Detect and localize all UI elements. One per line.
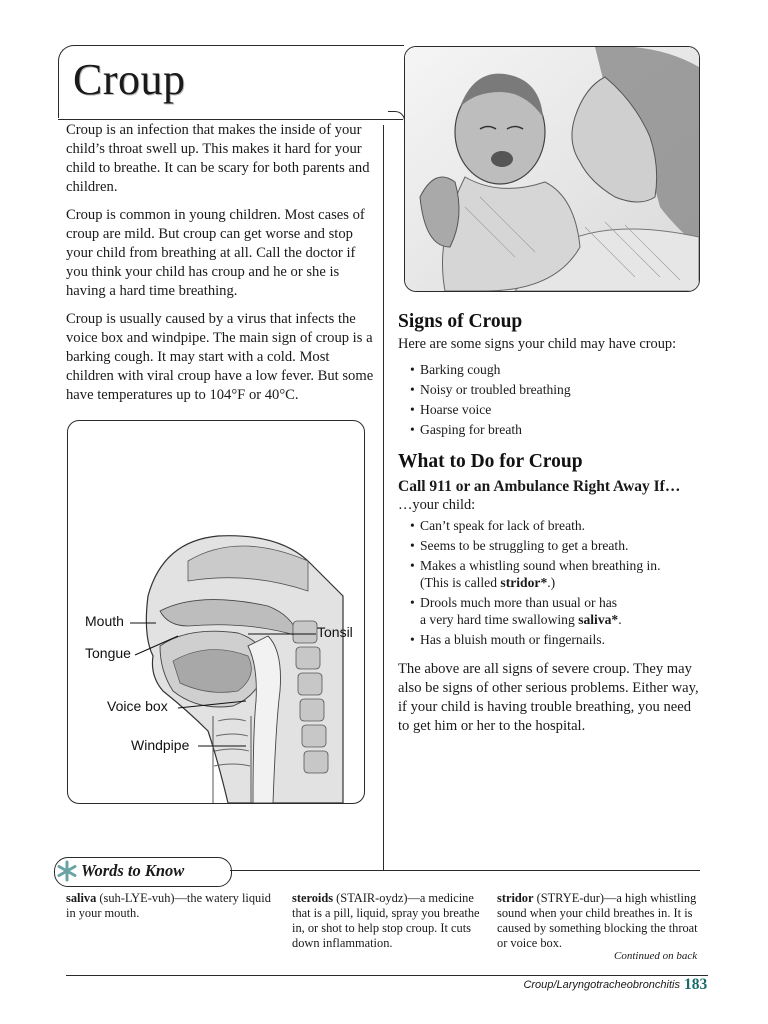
list-item: • Makes a whistling sound when breathing in. (This is called stridor*.) <box>410 557 703 591</box>
label-tonsil: Tonsil <box>317 624 353 640</box>
what-to-do-heading: What to Do for Croup <box>398 451 583 472</box>
list-item: • Seems to be struggling to get a breath. <box>410 537 703 554</box>
illustration-drawing <box>405 47 699 291</box>
list-item: • Hoarse voice <box>410 400 703 420</box>
title-corner <box>388 111 405 128</box>
words-to-know-rule <box>230 870 700 871</box>
footer-rule <box>66 975 708 976</box>
closing-paragraph: The above are all signs of severe croup. They may also be signs of other serious problems. Either way, if your child is having trouble breathing, you need to get him or her to the hospital. <box>398 661 699 734</box>
words-to-know-tab <box>54 857 232 887</box>
footer-section-title: Croup/Laryngotracheobronchitis <box>523 979 680 991</box>
list-item: • Can’t speak for lack of breath. <box>410 517 703 534</box>
intro-paragraph: Croup is usually caused by a virus that infects the voice box and windpipe. The main sign of croup is a barking cough. It may start with a cold. Most children with viral croup have a low fever. But some have temperatures up to 104°F or 40°C. <box>66 311 374 403</box>
list-item: • Barking cough <box>410 360 703 380</box>
label-tongue: Tongue <box>85 645 131 661</box>
label-windpipe: Windpipe <box>131 737 190 753</box>
signs-list <box>398 360 703 440</box>
list-item: • Has a bluish mouth or fingernails. <box>410 631 703 648</box>
term-stridor: stridor* <box>500 575 548 590</box>
mother-child-illustration <box>404 46 700 292</box>
emergency-list <box>398 517 703 648</box>
right-column <box>398 312 703 736</box>
list-item: • Drools much more than usual or has a very hard time swallowing saliva*. <box>410 594 703 628</box>
list-item: • Noisy or troubled breathing <box>410 380 703 400</box>
page-title: Croup <box>73 55 186 104</box>
definition-saliva: saliva (suh-LYE-vuh)—the watery liquid in your mouth. <box>66 891 271 920</box>
signs-heading: Signs of Croup <box>398 311 523 332</box>
signs-intro: Here are some signs your child may have croup: <box>398 336 677 352</box>
page-number: 183 <box>684 976 708 993</box>
list-item: • Gasping for breath <box>410 420 703 440</box>
label-mouth: Mouth <box>85 613 124 629</box>
intro-text <box>66 121 374 414</box>
call-911-subheading: Call 911 or an Ambulance Right Away If… <box>398 478 681 495</box>
throat-anatomy-figure <box>67 420 365 804</box>
intro-paragraph: Croup is common in young children. Most cases of croup are mild. But croup can get worse and stop your child from breathing at all. Call the doctor if you think your child has croup and he or she is having a hard time breathing. <box>66 207 365 299</box>
label-voice-box: Voice box <box>107 698 168 714</box>
call-911-lead: …your child: <box>398 497 476 513</box>
definition-stridor: stridor (STRYE-dur)—a high whistling sound when your child breathes in. It is caused by something blocking the throat or voice box. <box>497 891 698 950</box>
words-to-know-heading: Words to Know <box>81 861 185 880</box>
column-divider <box>383 125 384 870</box>
continued-note: Continued on back <box>614 950 698 962</box>
definition-steroids: steroids (STAIR-oydz)—a medicine that is a pill, liquid, spray you breathe in, or shot to help stop croup. It cuts down inflammation. <box>292 891 480 950</box>
asterisk-icon <box>56 860 78 882</box>
title-tab <box>58 45 404 118</box>
anatomy-drawing <box>68 421 364 803</box>
intro-paragraph: Croup is an infection that makes the inside of your child’s throat swell up. This makes it hard for your child to breathe. It can be scary for both parents and children. <box>66 122 370 195</box>
title-underline <box>58 111 403 120</box>
term-saliva: saliva* <box>578 612 619 627</box>
